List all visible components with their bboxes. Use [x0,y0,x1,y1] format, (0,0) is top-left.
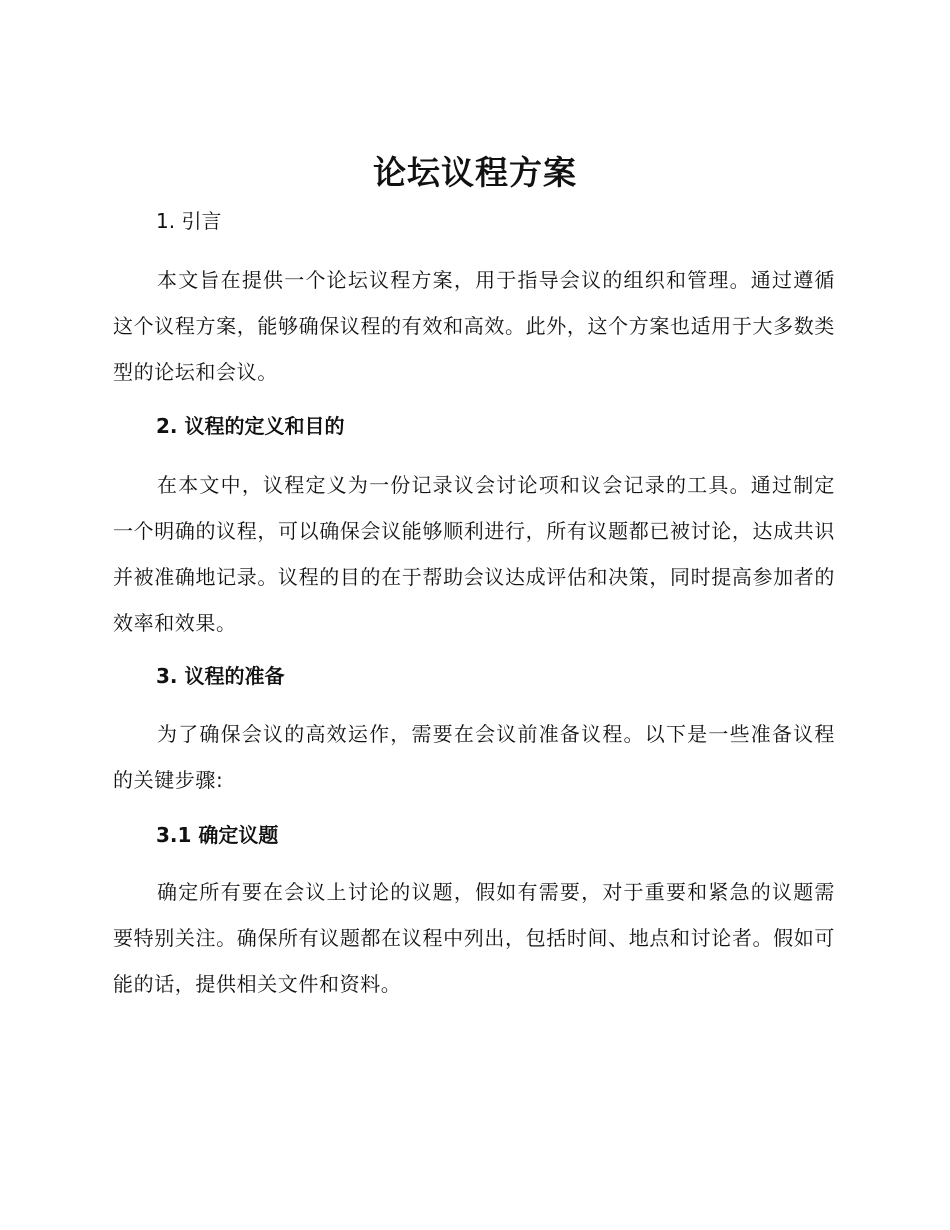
section-paragraph-introduction: 本文旨在提供一个论坛议程方案，用于指导会议的组织和管理。通过遵循这个议程方案，能够确保议程的有效和高效。此外，这个方案也适用于大多数类型的论坛和会议。 [113,268,835,384]
section-heading-preparation: 3. 议程的准备 [156,664,285,688]
section-heading-topics: 3.1 确定议题 [156,823,279,847]
section-paragraph-definition: 在本文中，议程定义为一份记录议会讨论项和议会记录的工具。通过制定一个明确的议程，可以确保会议能够顺利进行，所有议题都已被讨论，达成共识并被准确地记录。议程的目的在于帮助会议达成评估和决策，同时提高参加者的效率和效果。 [113,473,835,635]
section-heading-introduction: 1. 引言 [156,209,222,233]
section-heading-definition: 2. 议程的定义和目的 [156,414,345,438]
document-title: 论坛议程方案 [373,153,577,192]
section-paragraph-preparation: 为了确保会议的高效运作，需要在会议前准备议程。以下是一些准备议程的关键步骤: [113,722,835,792]
section-paragraph-topics: 确定所有要在会议上讨论的议题，假如有需要，对于重要和紧急的议题需要特别关注。确保所有议题都在议程中列出，包括时间、地点和讨论者。假如可能的话，提供相关文件和资料。 [113,880,835,996]
